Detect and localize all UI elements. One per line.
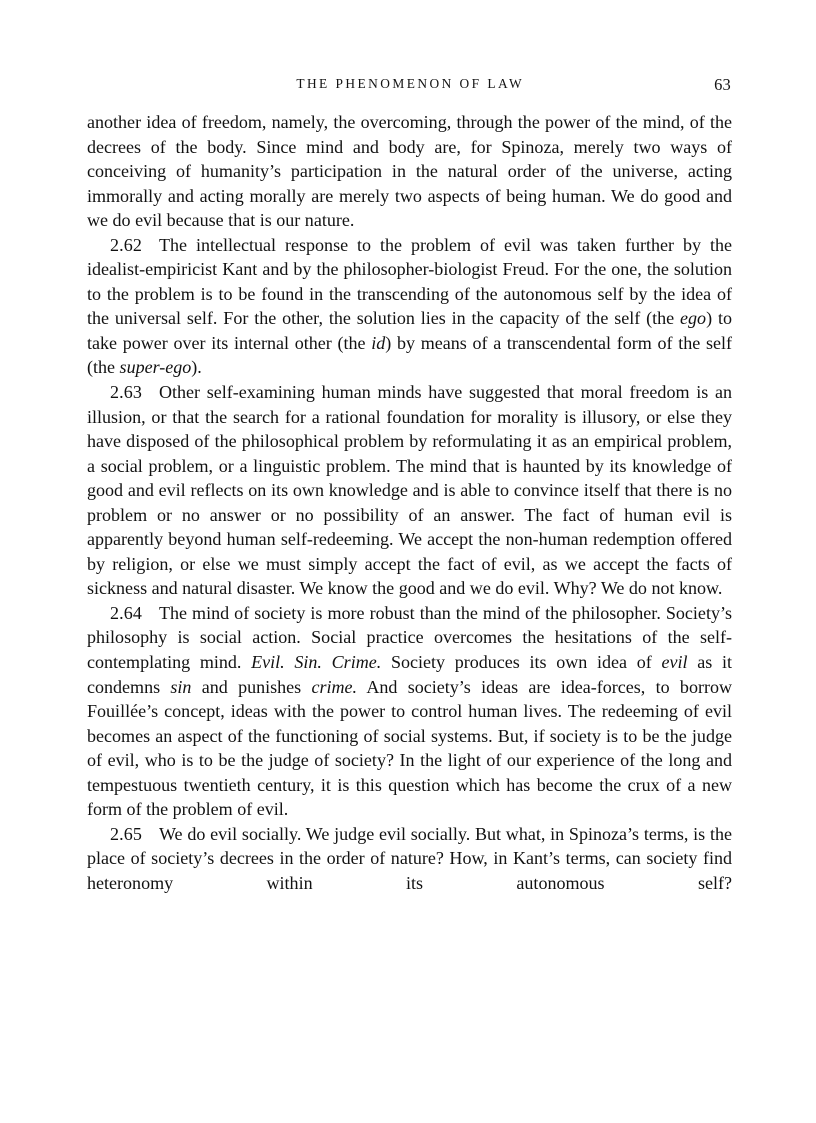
- italic-term: Evil. Sin. Crime.: [251, 652, 382, 673]
- page-number: 63: [714, 75, 731, 94]
- text-run: and punishes: [191, 676, 312, 697]
- text-run: ) to take power over its internal other (the: [87, 308, 732, 353]
- para-2-64: [87, 601, 732, 822]
- body-text-block: [87, 110, 732, 896]
- para-continuation: [87, 110, 732, 233]
- text-run: as it condemns: [87, 652, 732, 697]
- paragraph-number: 2.64: [110, 602, 142, 623]
- text-run: Society produces its own idea of: [381, 652, 662, 673]
- italic-term: ego: [680, 308, 707, 329]
- paragraph-number: 2.65: [110, 823, 142, 844]
- para-2-62: [87, 233, 732, 380]
- para-2-63: [87, 380, 732, 601]
- italic-term: super-ego: [119, 357, 192, 378]
- text-run: We do evil socially. We judge evil socially. But what, in Spinoza’s terms, is the place of society’s decrees in the order of nature? How, in Kant’s terms, can society find heteronomy within its autonomous self?: [87, 823, 732, 893]
- text-run: ).: [191, 357, 202, 378]
- italic-term: crime.: [311, 676, 358, 697]
- text-run: another idea of freedom, namely, the overcoming, through the power of the mind, of the decrees of the body. Since mind and body are, for Spinoza, merely two ways of conceiving of humanity’s participation in the natural order of the universe, acting immorally and acting morally are merely two aspects of being human. We do good and we do evil because that is our nature.: [87, 112, 732, 231]
- text-run: ) by means of a transcendental form of the self (the: [87, 332, 732, 378]
- italic-term: sin: [170, 676, 192, 697]
- para-2-65: [87, 822, 732, 896]
- italic-term: evil: [661, 652, 688, 673]
- running-head-title: THE PHENOMENON OF LAW: [296, 76, 525, 91]
- text-run: The intellectual response to the problem of evil was taken further by the idealist-empiricist Kant and by the philosopher-biologist Freud. For the one, the solution to the problem is to be found in the transcending of the autonomous self by the idea of the universal self. For the other, the solution lies in the capacity of the self (the: [87, 234, 732, 329]
- italic-term: id: [371, 332, 386, 353]
- paragraph-number: 2.63: [110, 382, 142, 403]
- text-run: And society’s ideas are idea-forces, to borrow Fouillée’s concept, ideas with the power to control human lives. The redeeming of evil becomes an aspect of the functioning of social systems. But, if society is to be the judge of evil, who is to be the judge of society? In the light of our experience of the long and tempestuous twentieth century, it is this question which has become the crux of a new form of the problem of evil.: [87, 676, 733, 820]
- paragraph-number: 2.62: [110, 234, 142, 255]
- text-run: Other self-examining human minds have suggested that moral freedom is an illusion, or that the search for a rational foundation for morality is illusory, or else they have disposed of the philosophical problem by reformulating it as an empirical problem, a social problem, or a linguistic problem. The mind that is haunted by its knowledge of good and evil reflects on its own knowledge and is able to convince itself that there is no problem or no answer or no possibility of an answer. The fact of human evil is apparently beyond human self-redeeming. We accept the non-human redemption offered by religion, or else we must simply accept the fact of evil, as we accept the facts of sickness and natural disaster. We know the good and we do evil. Why? We do not know.: [87, 382, 732, 599]
- text-run: The mind of society is more robust than the mind of the philosopher. Society’s philosophy is social action. Social practice overcomes the hesitations of the self-contemplating mind.: [87, 602, 732, 673]
- running-head: [87, 76, 731, 94]
